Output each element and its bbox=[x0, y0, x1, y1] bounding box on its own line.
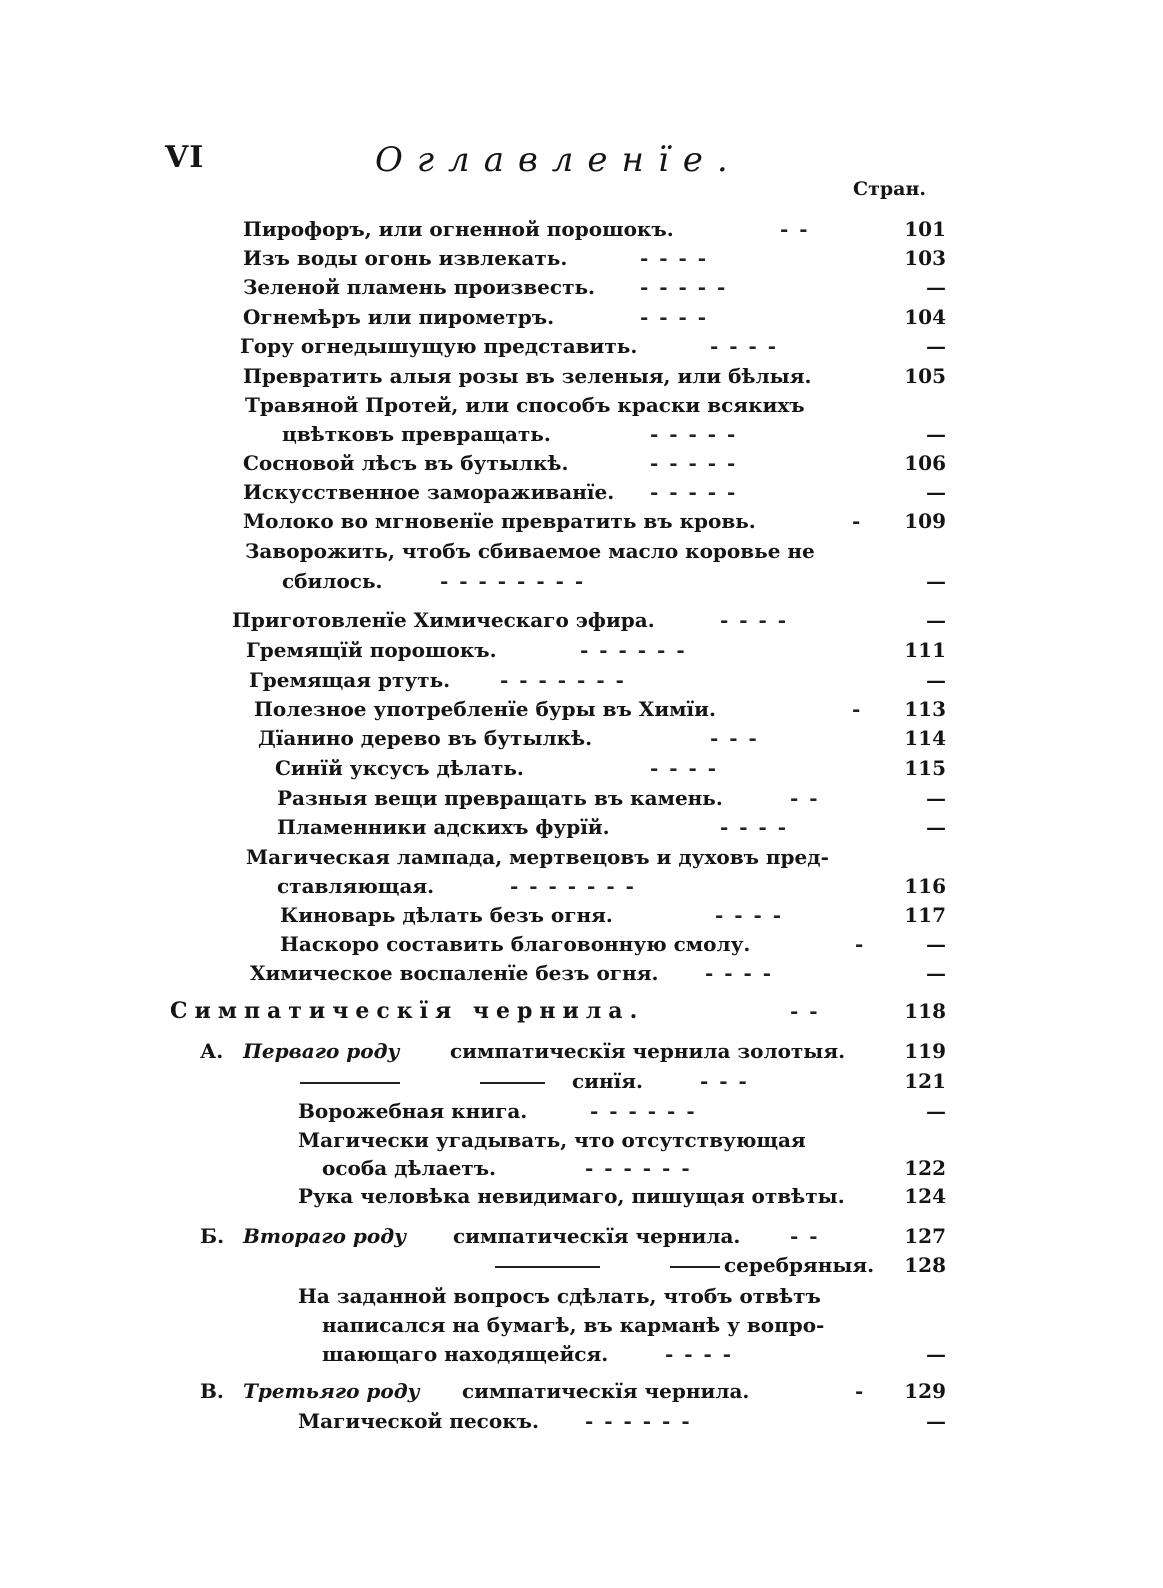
page-column-label: Стран. bbox=[853, 178, 927, 200]
toc-sub-entry: Магической песокъ. - - - - - - — bbox=[298, 1409, 946, 1433]
toc-sub-entry-continued: написался на бумагѣ, въ карманѣ у вопро- bbox=[322, 1313, 825, 1337]
page-number: VI bbox=[165, 140, 205, 175]
toc-entry: Химическое воспаленїе безъ огня. - - - - — bbox=[250, 961, 946, 985]
ditto-rule bbox=[670, 1250, 720, 1280]
page-header bbox=[165, 140, 965, 188]
toc-subsection-a-variant: синїя. - - - 121 bbox=[0, 1066, 1163, 1096]
toc-sub-entry: Магически угадывать, что отсутствующая bbox=[298, 1128, 806, 1152]
toc-sub-entry-continued: шающаго находящейся. - - - - — bbox=[322, 1342, 946, 1366]
toc-entry: Сосновой лѣсъ въ бутылкѣ. - - - - - 106 bbox=[243, 451, 946, 475]
toc-entry: Наскоро составить благовонную смолу. - — bbox=[280, 932, 946, 956]
toc-entry: Гору огнедышущую представить. - - - - — bbox=[240, 334, 946, 358]
toc-entry-continued: сбилось. - - - - - - - - — bbox=[282, 569, 946, 593]
toc-entry: Заворожить, чтобъ сбиваемое масло коровье не bbox=[245, 539, 815, 563]
toc-entry: Пламенники адскихъ фурїй. - - - - — bbox=[277, 815, 946, 839]
toc-entry: Приготовленїе Химическаго эфира. - - - - — bbox=[232, 608, 946, 632]
toc-subsection-a: А. Перваго роду симпатическїя чернила золотыя. 119 bbox=[200, 1039, 946, 1063]
toc-entry: Гремящїй порошокъ. - - - - - - 111 bbox=[246, 638, 946, 662]
toc-subsection-b: Б. Втораго роду симпатическїя чернила. - - 127 bbox=[200, 1224, 946, 1248]
toc-entry: Зеленой пламень произвесть. - - - - - — bbox=[243, 275, 946, 299]
toc-section-heading: Симпатическїя чернила. - - 118 bbox=[170, 998, 946, 1024]
toc-entry: Травяной Протей, или способъ краски всякихъ bbox=[245, 393, 805, 417]
toc-subsection-b-variant: серебряныя. 128 bbox=[0, 1250, 1163, 1280]
toc-entry-continued: цвѣтковъ превращать. - - - - - — bbox=[282, 422, 946, 446]
toc-entry: Дїанино дерево въ бутылкѣ. - - - 114 bbox=[258, 726, 946, 750]
page-title: Оглавленїе. bbox=[375, 140, 742, 180]
toc-entry: Киноварь дѣлать безъ огня. - - - - 117 bbox=[280, 903, 946, 927]
toc-sub-entry-continued: особа дѣлаетъ. - - - - - - 122 bbox=[322, 1156, 946, 1180]
toc-entry: Пирофоръ, или огненной порошокъ. - - 101 bbox=[243, 217, 946, 241]
toc-entry: Магическая лампада, мертвецовъ и духовъ пред- bbox=[246, 845, 829, 869]
toc-entry: Огнемѣръ или пирометръ. - - - - 104 bbox=[243, 305, 946, 329]
toc-entry: Молоко во мгновенїе превратить въ кровь. - 109 bbox=[243, 509, 946, 533]
toc-sub-entry: На заданной вопросъ сдѣлать, чтобъ отвѣтъ bbox=[298, 1284, 821, 1308]
ditto-rule bbox=[495, 1250, 600, 1280]
toc-sub-entry: Ворожебная книга. - - - - - - — bbox=[298, 1099, 946, 1123]
toc-subsection-c: В. Третьяго роду симпатическїя чернила. - 129 bbox=[200, 1379, 946, 1403]
toc-entry: Превратить алыя розы въ зеленыя, или бѣлыя. 105 bbox=[243, 364, 946, 388]
toc-entry: Полезное употребленїе буры въ Химїи. - 113 bbox=[254, 697, 946, 721]
toc-entry: Гремящая ртуть. - - - - - - - — bbox=[249, 668, 946, 692]
toc-sub-entry: Рука человѣка невидимаго, пишущая отвѣты. 124 bbox=[298, 1184, 946, 1208]
toc-entry: Синїй уксусъ дѣлать. - - - - 115 bbox=[275, 756, 946, 780]
toc-entry-continued: ставляющая. - - - - - - - 116 bbox=[277, 874, 946, 898]
toc-entry: Разныя вещи превращать въ камень. - - — bbox=[277, 786, 946, 810]
toc-entry: Искусственное замораживанїе. - - - - - — bbox=[243, 480, 946, 504]
toc-entry: Изъ воды огонь извлекать. - - - - 103 bbox=[243, 246, 946, 270]
ditto-rule bbox=[480, 1066, 545, 1096]
ditto-rule bbox=[300, 1066, 400, 1096]
